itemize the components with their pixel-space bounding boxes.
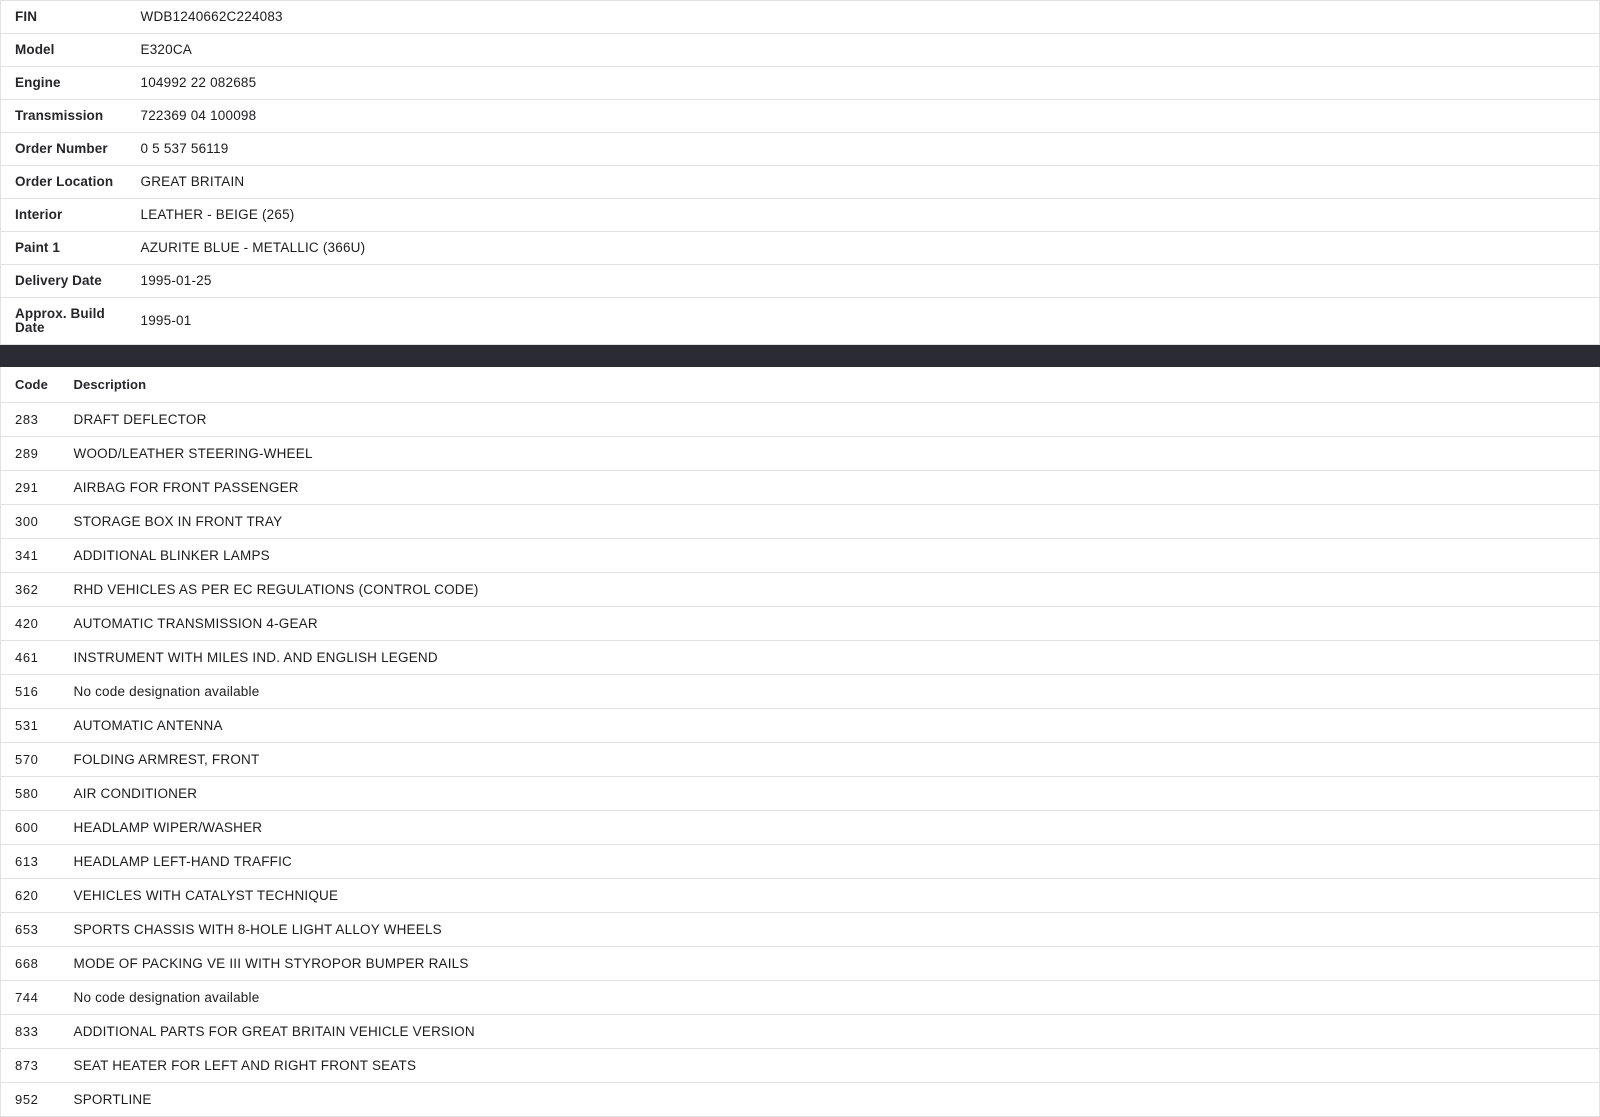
table-row	[1, 811, 1600, 845]
table-row	[1, 539, 1600, 573]
description-text: VEHICLES WITH CATALYST TECHNIQUE	[73, 888, 339, 903]
table-row	[1, 743, 1600, 777]
table-row	[1, 777, 1600, 811]
table-row	[1, 133, 1600, 166]
table-row	[1, 100, 1600, 133]
spec-value	[138, 1, 1600, 34]
spec-value	[138, 166, 1600, 199]
table-row	[1, 947, 1600, 981]
spec-value	[138, 199, 1600, 232]
table-row	[1, 879, 1600, 913]
code-cell: 283	[1, 403, 73, 437]
vehicle-spec-table	[0, 0, 1600, 345]
description-cell	[73, 641, 1600, 675]
description-text: No code designation available	[73, 684, 260, 699]
code-cell: 289	[1, 437, 73, 471]
spec-value	[138, 232, 1600, 265]
table-row	[1, 709, 1600, 743]
code-cell: 613	[1, 845, 73, 879]
description-text: FOLDING ARMREST, FRONT	[73, 752, 260, 767]
spec-label: Engine	[1, 67, 138, 100]
description-text: No code designation available	[73, 990, 260, 1005]
table-row	[1, 67, 1600, 100]
description-text: SPORTS CHASSIS WITH 8-HOLE LIGHT ALLOY WHEELS	[73, 922, 442, 937]
description-text: WOOD/LEATHER STEERING-WHEEL	[73, 446, 313, 461]
description-cell	[73, 1083, 1600, 1117]
description-text: AIR CONDITIONER	[73, 786, 198, 801]
column-header-description	[73, 367, 1600, 403]
description-text: AUTOMATIC TRANSMISSION 4-GEAR	[73, 616, 318, 631]
spec-value-text: 104992 22 082685	[140, 75, 257, 90]
code-cell: 952	[1, 1083, 73, 1117]
description-cell	[73, 539, 1600, 573]
table-row	[1, 34, 1600, 67]
description-text: HEADLAMP WIPER/WASHER	[73, 820, 263, 835]
table-row	[1, 265, 1600, 298]
description-cell	[73, 947, 1600, 981]
description-cell	[73, 675, 1600, 709]
table-row	[1, 607, 1600, 641]
table-row	[1, 675, 1600, 709]
code-cell: 362	[1, 573, 73, 607]
description-cell	[73, 913, 1600, 947]
table-row	[1, 505, 1600, 539]
table-row	[1, 913, 1600, 947]
table-row	[1, 232, 1600, 265]
table-row	[1, 573, 1600, 607]
description-cell	[73, 743, 1600, 777]
table-row	[1, 199, 1600, 232]
spec-label: Model	[1, 34, 138, 67]
description-text: HEADLAMP LEFT-HAND TRAFFIC	[73, 854, 292, 869]
description-cell	[73, 437, 1600, 471]
code-cell: 300	[1, 505, 73, 539]
spec-value-text: 1995-01-25	[140, 273, 212, 288]
description-cell	[73, 1015, 1600, 1049]
table-row	[1, 471, 1600, 505]
code-cell: 620	[1, 879, 73, 913]
spec-value	[138, 34, 1600, 67]
option-codes-table	[0, 367, 1600, 1117]
description-cell	[73, 1049, 1600, 1083]
table-row	[1, 403, 1600, 437]
code-cell: 833	[1, 1015, 73, 1049]
spec-label: FIN	[1, 1, 138, 34]
code-cell: 516	[1, 675, 73, 709]
description-text: DRAFT DEFLECTOR	[73, 412, 207, 427]
table-row	[1, 641, 1600, 675]
option-codes-body	[1, 403, 1600, 1117]
code-cell: 570	[1, 743, 73, 777]
code-cell: 291	[1, 471, 73, 505]
code-cell: 600	[1, 811, 73, 845]
spec-value-text: 722369 04 100098	[140, 108, 257, 123]
spec-value-text: 1995-01	[140, 313, 192, 328]
description-text: MODE OF PACKING VE III WITH STYROPOR BUMPER RAILS	[73, 956, 469, 971]
table-row	[1, 166, 1600, 199]
table-row	[1, 1015, 1600, 1049]
spec-value-text: GREAT BRITAIN	[140, 174, 245, 189]
code-cell: 531	[1, 709, 73, 743]
column-header-description-text: Description	[73, 377, 147, 392]
spec-value-text: 0 5 537 56119	[140, 141, 229, 156]
description-cell	[73, 607, 1600, 641]
description-cell	[73, 981, 1600, 1015]
option-codes-head	[1, 367, 1600, 403]
vehicle-spec-body	[1, 1, 1600, 345]
description-cell	[73, 777, 1600, 811]
spec-label: Order Location	[1, 166, 138, 199]
description-text: ADDITIONAL PARTS FOR GREAT BRITAIN VEHICLE VERSION	[73, 1024, 475, 1039]
spec-label: Interior	[1, 199, 138, 232]
spec-value	[138, 67, 1600, 100]
description-cell	[73, 845, 1600, 879]
description-cell	[73, 811, 1600, 845]
description-text: AUTOMATIC ANTENNA	[73, 718, 223, 733]
description-cell	[73, 505, 1600, 539]
description-cell	[73, 879, 1600, 913]
spec-value-text: E320CA	[140, 42, 192, 57]
description-text: AIRBAG FOR FRONT PASSENGER	[73, 480, 299, 495]
column-header-code: Code	[1, 367, 73, 403]
description-cell	[73, 403, 1600, 437]
description-cell	[73, 471, 1600, 505]
description-text: SEAT HEATER FOR LEFT AND RIGHT FRONT SEATS	[73, 1058, 417, 1073]
spec-value	[138, 298, 1600, 345]
table-row	[1, 845, 1600, 879]
spec-label: Approx. Build Date	[1, 298, 138, 345]
code-cell: 668	[1, 947, 73, 981]
description-text: INSTRUMENT WITH MILES IND. AND ENGLISH LEGEND	[73, 650, 438, 665]
code-cell: 873	[1, 1049, 73, 1083]
description-cell	[73, 709, 1600, 743]
spec-value	[138, 100, 1600, 133]
table-row	[1, 1083, 1600, 1117]
spec-label: Transmission	[1, 100, 138, 133]
spec-value-text: WDB1240662C224083	[140, 9, 283, 24]
code-cell: 744	[1, 981, 73, 1015]
spec-label: Paint 1	[1, 232, 138, 265]
table-row	[1, 437, 1600, 471]
description-text: STORAGE BOX IN FRONT TRAY	[73, 514, 283, 529]
section-divider	[0, 345, 1600, 367]
table-row	[1, 298, 1600, 345]
description-text: SPORTLINE	[73, 1092, 152, 1107]
code-cell: 653	[1, 913, 73, 947]
spec-value-text: AZURITE BLUE - METALLIC (366U)	[140, 240, 366, 255]
spec-label: Order Number	[1, 133, 138, 166]
code-cell: 461	[1, 641, 73, 675]
code-cell: 341	[1, 539, 73, 573]
code-cell: 420	[1, 607, 73, 641]
table-header-row	[1, 367, 1600, 403]
spec-value	[138, 265, 1600, 298]
spec-value-text: LEATHER - BEIGE (265)	[140, 207, 295, 222]
code-cell: 580	[1, 777, 73, 811]
spec-label: Delivery Date	[1, 265, 138, 298]
description-text: RHD VEHICLES AS PER EC REGULATIONS (CONTROL CODE)	[73, 582, 479, 597]
description-cell	[73, 573, 1600, 607]
table-row	[1, 981, 1600, 1015]
description-text: ADDITIONAL BLINKER LAMPS	[73, 548, 270, 563]
table-row	[1, 1049, 1600, 1083]
table-row	[1, 1, 1600, 34]
spec-value	[138, 133, 1600, 166]
